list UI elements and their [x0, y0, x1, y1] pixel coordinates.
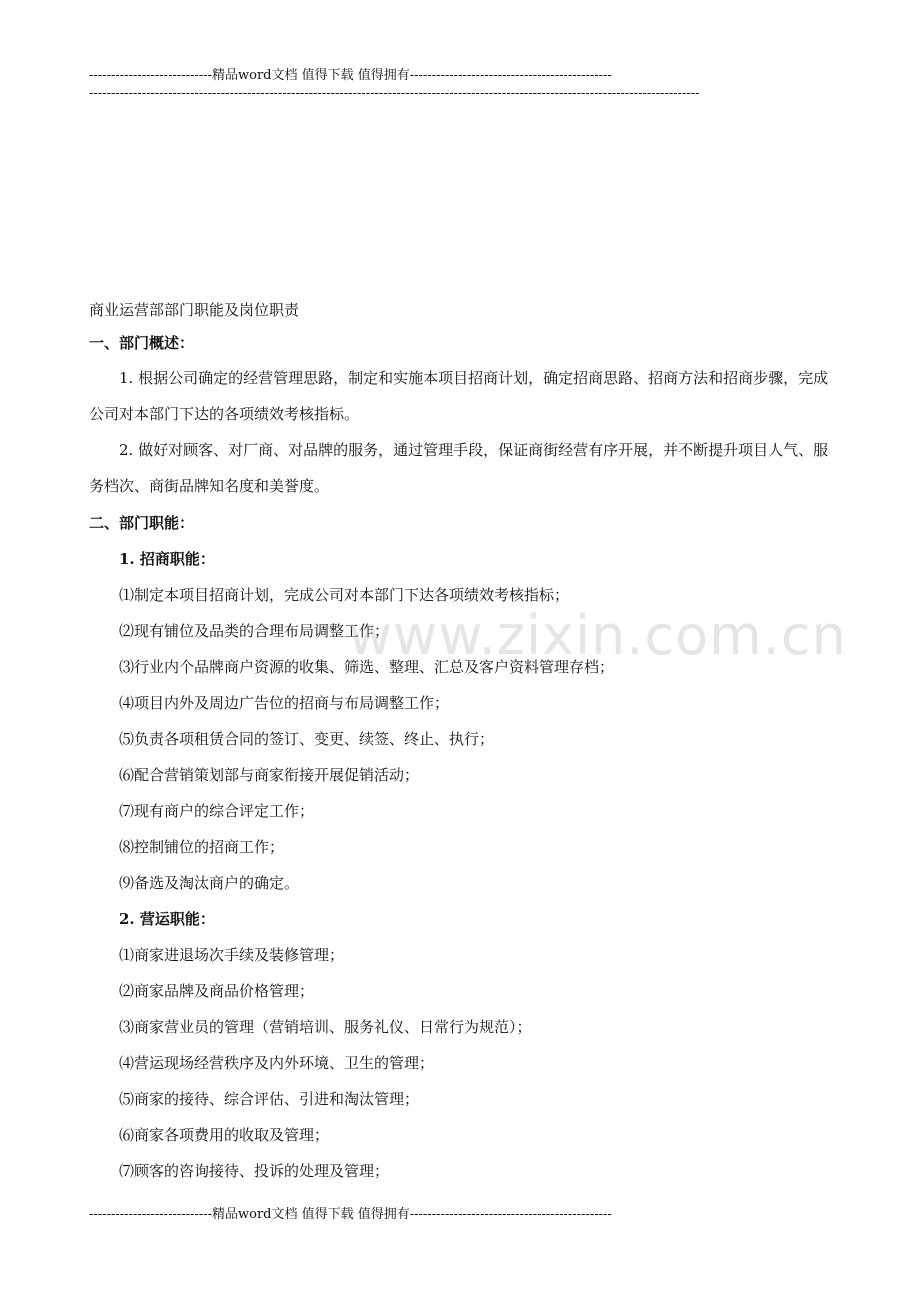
list-item: ⑵现有铺位及品类的合理布局调整工作；	[119, 622, 390, 640]
overview-paragraph-2: 2. 做好对顾客、对厂商、对品牌的服务，通过管理手段，保证商街经营有序开展，并不断提升项目人气、服务档次、商街品牌知名度和美誉度。	[89, 441, 829, 495]
section-heading-overview: 一、部门概述：	[89, 334, 195, 352]
list-item: ⑴制定本项目招商计划，完成公司对本部门下达各项绩效考核指标；	[119, 586, 570, 604]
header-line-2: -------------------------------------------------------------------------------------------------------------------------------------------	[89, 86, 700, 101]
list-item: ⑷项目内外及周边广告位的招商与布局调整工作；	[119, 694, 450, 712]
list-item: ⑹配合营销策划部与商家衔接开展促销活动；	[119, 766, 420, 784]
list-item: ⑻控制铺位的招商工作；	[119, 838, 285, 856]
document-title: 商业运营部部门职能及岗位职责	[89, 301, 300, 319]
list-item: ⑺顾客的咨询接待、投诉的处理及管理；	[119, 1162, 390, 1180]
list-item: ⑸负责各项租赁合同的签订、变更、续签、终止、执行；	[119, 730, 495, 748]
list-item: ⑸商家的接待、综合评估、引进和淘汰管理；	[119, 1090, 420, 1108]
subsection-heading-operations: 2. 营运职能：	[119, 910, 215, 928]
list-item: ⑺现有商户的综合评定工作；	[119, 802, 315, 820]
list-item: ⑶商家营业员的管理（营销培训、服务礼仪、日常行为规范）；	[119, 1018, 532, 1036]
subsection-heading-leasing: 1. 招商职能：	[119, 550, 215, 568]
watermark-text: www.zixin.com.cn	[348, 604, 847, 667]
overview-paragraph-1: 1. 根据公司确定的经营管理思路，制定和实施本项目招商计划，确定招商思路、招商方法和招商步骤，完成公司对本部门下达的各项绩效考核指标。	[89, 369, 829, 423]
list-item: ⑶行业内个品牌商户资源的收集、筛选、整理、汇总及客户资料管理存档；	[119, 658, 615, 676]
list-item: ⑼备选及淘汰商户的确定。	[119, 874, 300, 892]
footer-line: ----------------------------精品word文档 值得下载 值得拥有----------------------------------------------	[89, 1207, 612, 1222]
list-item: ⑹商家各项费用的收取及管理；	[119, 1126, 330, 1144]
section-heading-functions: 二、部门职能：	[89, 514, 195, 532]
list-item: ⑴商家进退场次手续及装修管理；	[119, 946, 345, 964]
list-item: ⑷营运现场经营秩序及内外环境、卫生的管理；	[119, 1054, 435, 1072]
list-item: ⑵商家品牌及商品价格管理；	[119, 982, 315, 1000]
header-line-1: ----------------------------精品word文档 值得下载 值得拥有----------------------------------------------	[89, 68, 612, 83]
